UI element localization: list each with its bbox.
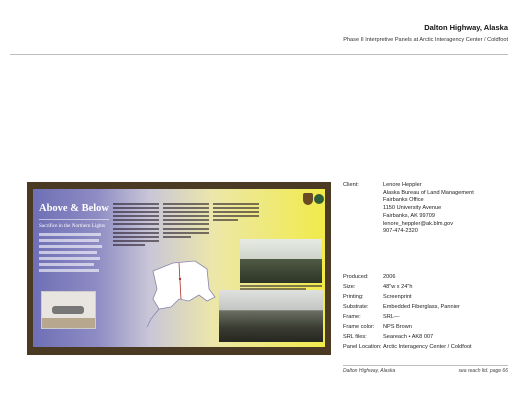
- footer-left: Dalton Highway, Alaska: [343, 368, 396, 374]
- pipe-shape: [52, 306, 84, 314]
- client-city: Fairbanks, AK 99709: [383, 212, 435, 219]
- spec-value: Seareach • AK8 007: [383, 334, 434, 340]
- tundra-photo: [219, 290, 323, 342]
- alaska-map: [145, 249, 227, 339]
- panel-text-line: [39, 251, 97, 254]
- client-phone: 907-474-2320: [383, 228, 418, 235]
- spec-label: Frame:: [343, 314, 361, 320]
- client-label: Client:: [343, 182, 359, 188]
- panel-text-line: [39, 263, 94, 266]
- spec-label: Produced:: [343, 274, 369, 280]
- spec-value: NPS Brown: [383, 324, 412, 330]
- spec-label: Frame color:: [343, 324, 375, 330]
- client-details: [383, 182, 518, 236]
- nps-logo-icon: [303, 193, 313, 205]
- interpretive-panel-image: [27, 182, 331, 355]
- spec-label: Printing:: [343, 294, 364, 300]
- page-header: [343, 23, 508, 43]
- client-email: lenore_heppler@ak.blm.gov: [383, 220, 454, 227]
- panel-subtitle: Sacrifice in the Northern Lights: [39, 223, 105, 229]
- spec-label: Size:: [343, 284, 356, 290]
- ground-shape: [42, 318, 95, 328]
- spec-label: Substrate:: [343, 304, 369, 310]
- client-street: 1150 University Avenue: [383, 205, 442, 212]
- panel-text-column: [213, 203, 259, 223]
- spec-label: SRL files:: [343, 334, 367, 340]
- blm-logo-icon: [314, 194, 324, 204]
- panel-title-rule: [39, 219, 109, 220]
- panel-title: Above & Below: [39, 203, 109, 214]
- spec-value: Screenprint: [383, 294, 412, 300]
- panel-face: [33, 189, 325, 347]
- client-organization: Alaska Bureau of Land Management: [383, 189, 474, 196]
- panel-text-line: [39, 239, 99, 242]
- header-divider: [10, 54, 508, 55]
- spec-value: 48"w x 24"h: [383, 284, 413, 290]
- spec-value: Arctic Interagency Center / Coldfoot: [383, 344, 472, 350]
- footer-divider: [343, 365, 508, 366]
- panel-text-column: [163, 203, 209, 240]
- pipeline-diagram: [41, 291, 96, 329]
- client-office: Fairbanks Office: [383, 197, 424, 204]
- agency-logos: [303, 193, 325, 209]
- spec-label: Panel Location:: [343, 344, 382, 350]
- panel-text-line: [39, 269, 99, 272]
- panel-text-line: [39, 245, 102, 248]
- spec-value: SRL—: [383, 314, 400, 320]
- pipeline-photo: [240, 239, 322, 283]
- page-title: Dalton Highway, Alaska: [424, 23, 508, 32]
- footer-page-number: sea reach ltd. page 66: [458, 368, 508, 374]
- panel-text-line: [39, 257, 100, 260]
- panel-text-column: [113, 203, 159, 248]
- spec-value: 2006: [383, 274, 396, 280]
- page-subtitle: Phase II Interpretive Panels at Arctic Interagency Center / Coldfoot: [343, 37, 508, 43]
- panel-text-line: [39, 233, 101, 236]
- spec-value: Embedded Fiberglass, Pannier: [383, 304, 460, 310]
- client-name: Lenore Heppler: [383, 182, 422, 188]
